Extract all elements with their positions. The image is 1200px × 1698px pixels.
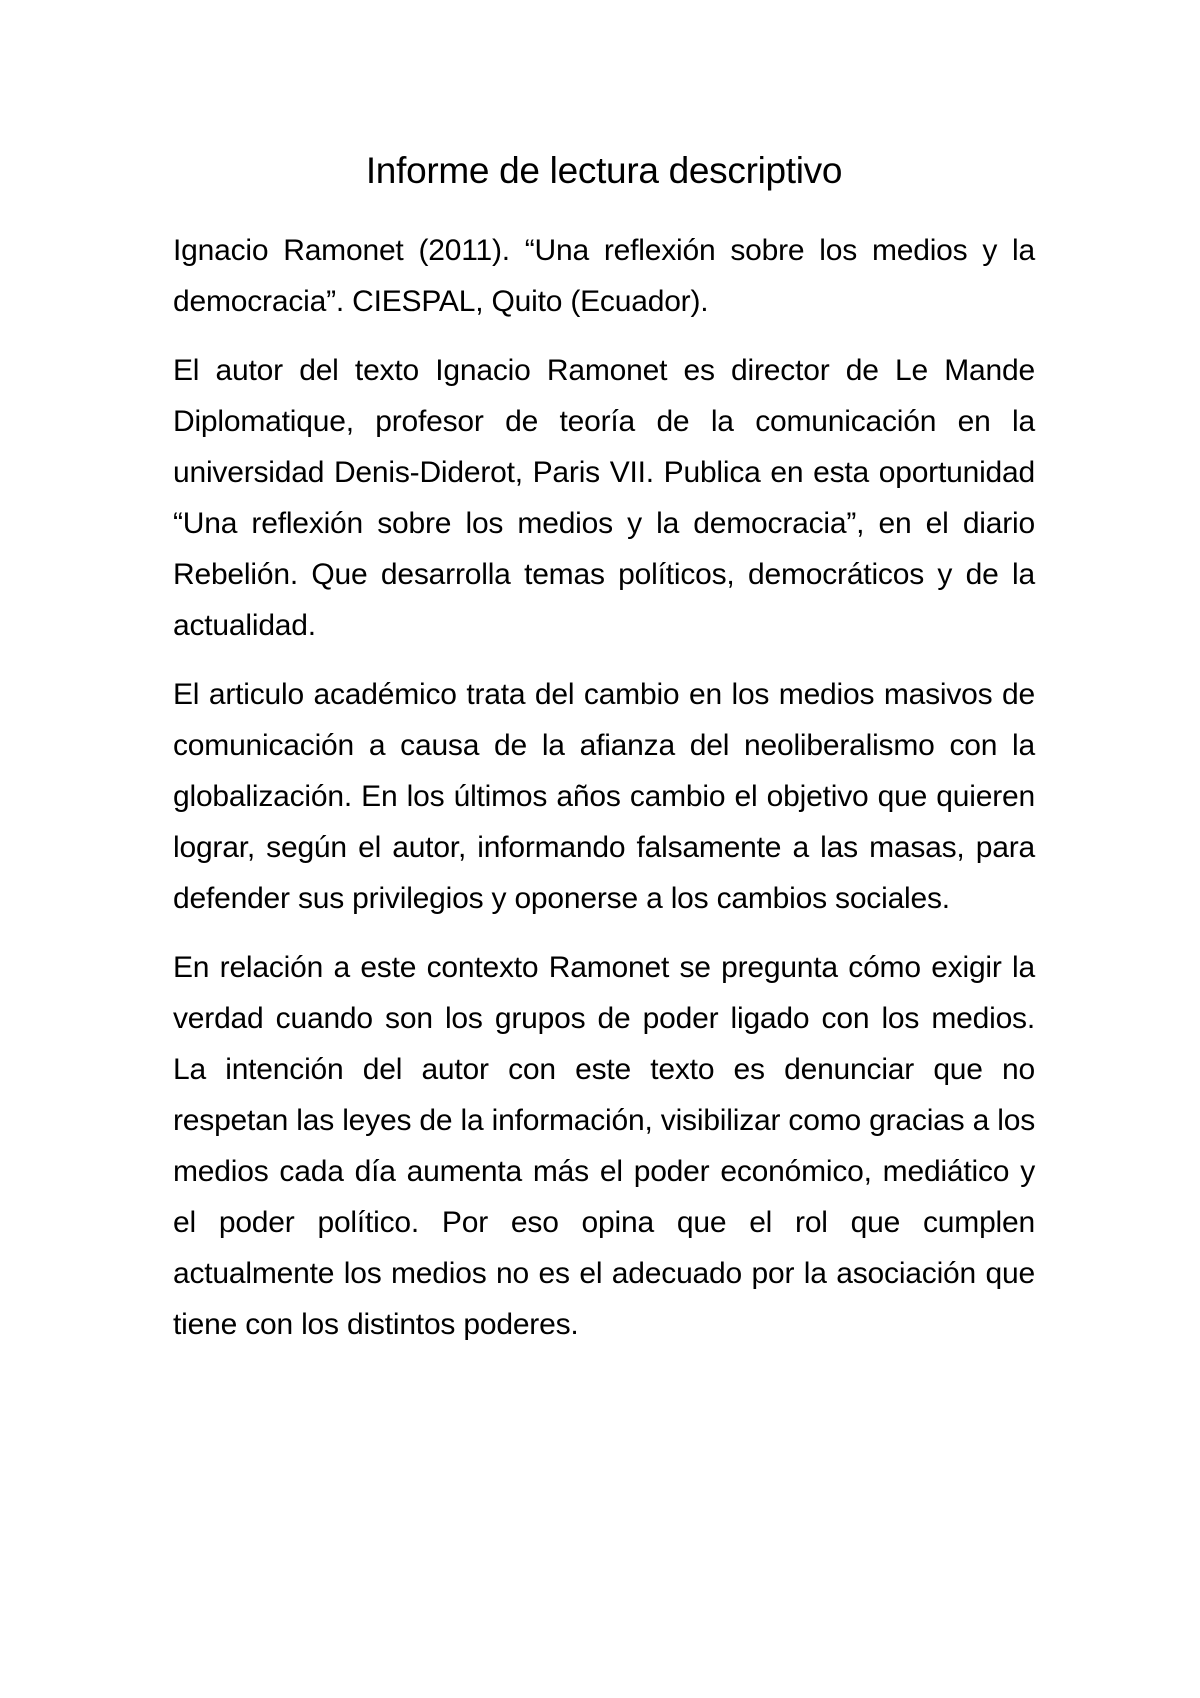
- citation-paragraph: Ignacio Ramonet (2011). “Una reflexión sobre los medios y la democracia”. CIESPAL, Quito (Ecuador).: [173, 234, 1035, 318]
- summary-paragraph: El articulo académico trata del cambio en los medios masivos de comunicación a causa de la afianza del neoliberalismo con la globalización. En los últimos años cambio el objetivo que quieren lograr, según el autor, informando falsamente a las masas, para defender sus privilegios y oponerse a los cambios sociales.: [173, 678, 1035, 915]
- analysis-paragraph: En relación a este contexto Ramonet se pregunta cómo exigir la verdad cuando son los grupos de poder ligado con los medios. La intención del autor con este texto es denunciar que no respetan las leyes de la información, visibilizar como gracias a los medios cada día aumenta más el poder económico, mediático y el poder político. Por eso opina que el rol que cumplen actualmente los medios no es el adecuado por la asociación que tiene con los distintos poderes.: [173, 951, 1035, 1341]
- author-paragraph: El autor del texto Ignacio Ramonet es director de Le Mande Diplomatique, profesor de teoría de la comunicación en la universidad Denis-Diderot, Paris VII. Publica en esta oportunidad “Una reflexión sobre los medios y la democracia”, en el diario Rebelión. Que desarrolla temas políticos, democráticos y de la actualidad.: [173, 354, 1035, 642]
- document-body: [173, 225, 1035, 1368]
- document-title: Informe de lectura descriptivo: [365, 150, 843, 191]
